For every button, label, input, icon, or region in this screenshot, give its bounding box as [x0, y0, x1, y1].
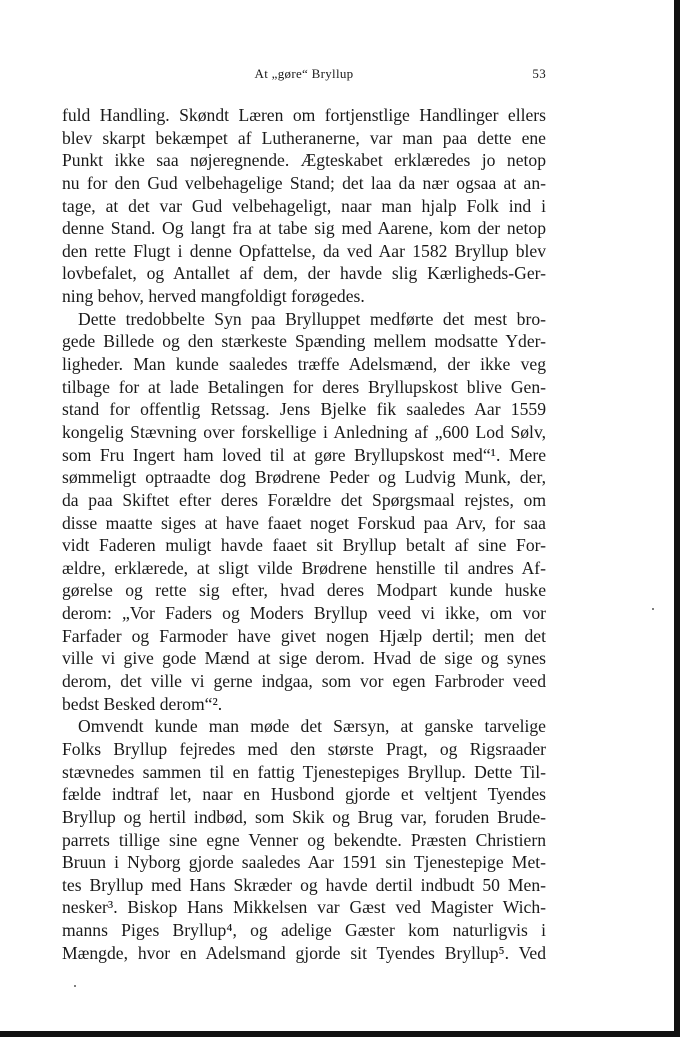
- text-line: parrets tillige sine egne Venner og bekendte. Præsten Christiern: [62, 829, 546, 850]
- text-line: ville vi give gode Mænd at sige derom. Hvad de sige og synes: [62, 648, 546, 669]
- text-line: Folks Bryllup fejredes med den største Pragt, og Rigsraader: [62, 738, 546, 759]
- scan-speck: [652, 608, 654, 610]
- page-number: 53: [532, 66, 546, 81]
- text-line: som Fru Ingert ham loved til at gøre Bryllupskost med“¹. Mere: [62, 444, 546, 465]
- text-line: bedst Besked derom“².: [62, 693, 223, 714]
- text-line: Farfader og Farmoder have givet nogen Hjælp dertil; men det: [62, 625, 546, 646]
- page-header: [62, 66, 546, 86]
- text-line: den rette Flugt i denne Opfattelse, da ved Aar 1582 Bryllup blev: [62, 240, 546, 261]
- text-line: Omvendt kunde man møde det Særsyn, at ganske tarvelige: [78, 716, 546, 737]
- text-line: gede Billede og den stærkeste Spænding mellem modsatte Yder-: [62, 331, 546, 352]
- text-line: Mængde, hvor en Adelsmand gjorde sit Tyendes Bryllup⁵. Ved: [62, 942, 546, 963]
- text-line: blev skarpt bekæmpet af Lutheranerne, var man paa dette ene: [62, 127, 546, 148]
- scan-speck: [74, 985, 76, 987]
- body-text: [62, 104, 546, 964]
- text-line: da paa Skiftet efter deres Forældre det Spørgsmaal rejstes, om: [62, 489, 546, 510]
- text-line: ligheder. Man kunde saaledes træffe Adelsmænd, der ikke veg: [62, 354, 546, 375]
- text-line: kongelig Stævning over forskellige i Anledning af „600 Lod Sølv,: [62, 421, 546, 442]
- text-line: denne Stand. Og langt fra at tabe sig med Aarene, kom der netop: [62, 218, 546, 239]
- text-line: derom: „Vor Faders og Moders Bryllup veed vi ikke, om vor: [62, 603, 546, 624]
- text-line: nu for den Gud velbehagelige Stand; det laa da nær ogsaa at an-: [62, 172, 546, 193]
- text-line: Punkt ikke saa nøjeregnende. Ægteskabet erklæredes jo netop: [62, 150, 546, 171]
- text-line: manns Piges Bryllup⁴, og adelige Gæster kom naturligvis i: [62, 920, 546, 941]
- text-line: stand for offentlig Retssag. Jens Bjelke fik saaledes Aar 1559: [62, 399, 546, 420]
- text-line: fuld Handling. Skøndt Læren om fortjenstlige Handlinger ellers: [62, 105, 546, 125]
- text-line: sømmeligt optraadte dog Brødrene Peder og Ludvig Munk, der,: [62, 467, 546, 488]
- text-line: tage, at det var Gud velbehageligt, naar man hjalp Folk ind i: [62, 195, 546, 216]
- running-title: At „gøre“ Bryllup: [254, 66, 354, 81]
- text-line: tilbage for at lade Betalingen for deres Bryllupskost blive Gen-: [62, 376, 546, 397]
- text-line: Dette tredobbelte Syn paa Brylluppet medførte det mest bro-: [78, 308, 546, 329]
- text-line: derom, det ville vi gerne indgaa, som vor egen Farbroder veed: [62, 671, 546, 692]
- text-line: lovbefalet, og Antallet af dem, der havde slig Kærligheds-Ger-: [62, 263, 546, 284]
- scan-border-right: [674, 0, 680, 1037]
- text-line: Bruun i Nyborg gjorde saaledes Aar 1591 sin Tjenestepige Met-: [62, 852, 546, 873]
- text-line: Bryllup og hertil indbød, som Skik og Brug var, foruden Brude-: [62, 806, 546, 827]
- text-line: disse maatte siges at have faaet noget Forskud paa Arv, for saa: [62, 512, 546, 533]
- text-line: stævnedes sammen til en fattig Tjenestepiges Bryllup. Dette Til-: [62, 761, 546, 782]
- text-line: nesker³. Biskop Hans Mikkelsen var Gæst ved Magister Wich-: [62, 897, 546, 918]
- scan-border-bottom: [0, 1031, 680, 1037]
- text-line: fælde indtraf let, naar en Husbond gjorde et veltjent Tyendes: [62, 784, 546, 805]
- text-line: ældre, erklærede, at sligt vilde Brødrene henstille til andres Af-: [62, 557, 546, 578]
- text-line: gørelse og rette sig efter, hvad deres Modpart kunde huske: [62, 580, 546, 601]
- text-line: vidt Faderen muligt havde faaet sit Bryllup betalt af sine For-: [62, 535, 546, 556]
- text-line: tes Bryllup med Hans Skræder og havde dertil indbudt 50 Men-: [62, 874, 546, 895]
- text-line: ning behov, herved mangfoldigt forøgedes.: [62, 286, 365, 307]
